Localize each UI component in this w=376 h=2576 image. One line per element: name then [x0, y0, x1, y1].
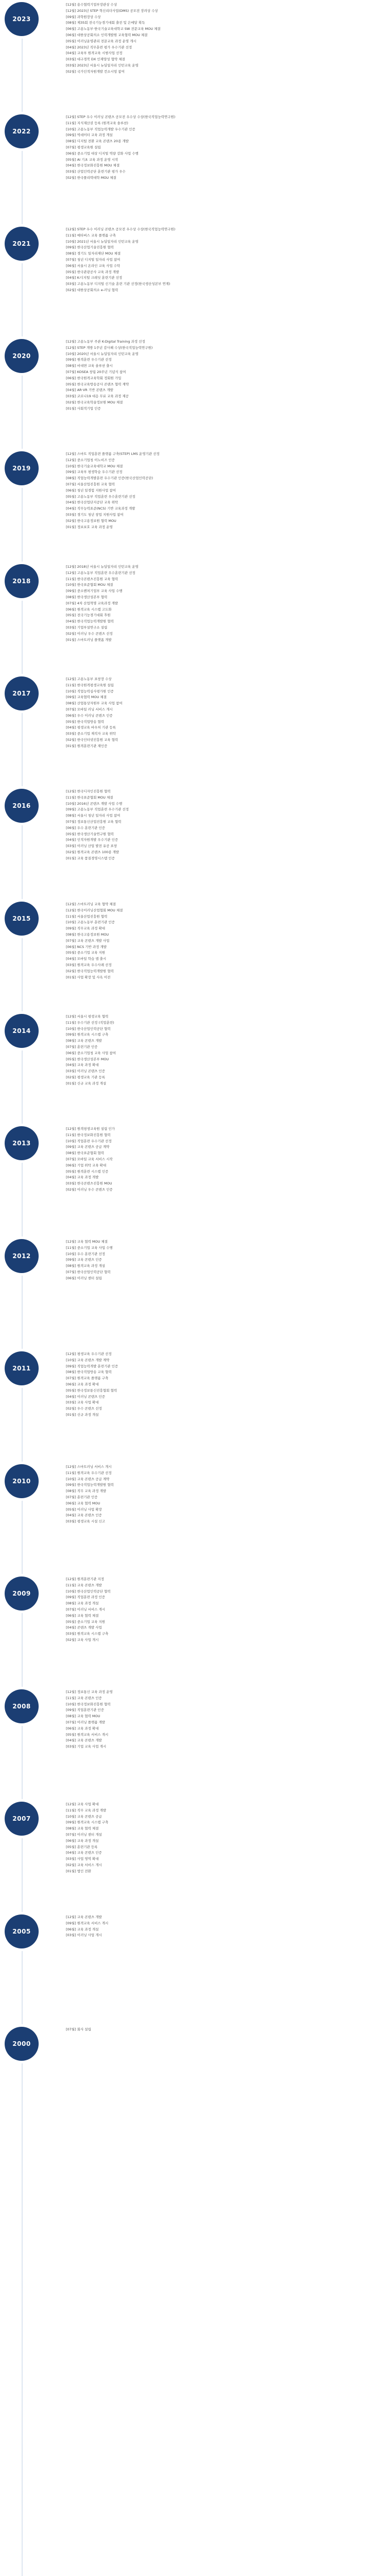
year-badge: 2023 [5, 2, 39, 36]
event-item: [06월] 대한상공회의소 인력개발원 교육협력 MOU 체결 [66, 32, 148, 37]
event-item: [01월] 교육 품질경영시스템 인증 [66, 856, 115, 860]
event-item: [10월] 교육 콘텐츠 개발 계약 [66, 1358, 110, 1362]
event-item: [06월] 한국원격교육학회 정회원 가입 [66, 376, 122, 380]
year-badge: 2005 [5, 1914, 39, 1948]
event-item: [11월] 교육 콘텐츠 인증 [66, 1696, 102, 1700]
event-item: [04월] AR·VR 기반 콘텐츠 개발 [66, 388, 113, 393]
event-item: [03월] 산업인력공단 훈련기관 평가 우수 [66, 170, 126, 174]
event-item: [05월] 한국생산성본부 MOU [66, 1057, 109, 1061]
event-item: [03월] 이러닝 산업 발전 유공 표창 [66, 844, 117, 849]
event-item: [12월] STEP 우수 이러닝 콘텐츠 공모전 우수상 수상(한국직업능력연구원) [66, 227, 176, 231]
event-item: [01월] 원격훈련기관 재인증 [66, 743, 108, 748]
event-item: [09월] 교육협력 MOU 체결 [66, 695, 107, 700]
event-item: [01월] 사업 확장 및 사옥 이전 [66, 975, 111, 979]
event-item: [10월] 우수 훈련기관 선정 [66, 1251, 106, 1256]
year-event-list [66, 2027, 358, 2033]
event-item: [05월] AI 기초 교육 과정 운영 시작 [66, 157, 118, 162]
event-item: [09월] 직무교육 과정 확대 [66, 926, 106, 931]
event-item: [06월] 원격교육 시스템 고도화 [66, 607, 112, 612]
year-badge: 2015 [5, 902, 39, 936]
event-item: [07월] 교육 콘텐츠 개발 사업 [66, 938, 110, 943]
event-item: [08월] 비대면 교육 솔루션 출시 [66, 364, 113, 368]
event-item: [07월] 서울산업진흥원 교육 협력 [66, 482, 115, 486]
event-item: [07월] 4차 산업혁명 교육과정 개발 [66, 601, 118, 605]
event-item: [02월] 이러닝 우수 콘텐츠 인증 [66, 1187, 113, 1192]
year-badge: 2000 [5, 2027, 39, 2061]
event-item: [09월] 원격교육 시스템 구축 [66, 1032, 109, 1037]
event-item: [05월] 한국교육방송공사 콘텐츠 협력 계약 [66, 382, 129, 386]
year-badge: 2010 [5, 1464, 39, 1498]
event-item: [06월] 중소기업청 교육 사업 참여 [66, 1050, 116, 1055]
event-item: [06월] 중소기업 대상 디지털 역량 강화 사업 수행 [66, 151, 139, 156]
event-item: [03월] 중소기업 재직자 교육 위탁 [66, 732, 116, 736]
event-item: [04월] 교육 과정 확대 [66, 1063, 99, 1067]
event-item: [06월] 서울시 온라인 교육 사업 수탁 [66, 263, 121, 268]
event-item: [12월] 한국이러닝산업협회 MOU 체결 [66, 908, 123, 912]
event-item: [10월] 한국기술교육대학교 MOU 체결 [66, 464, 123, 468]
event-item: [11월] 지식재산권 등록 (원격교육 솔루션) [66, 121, 128, 125]
year-badge: 2007 [5, 1802, 39, 1836]
event-item: [11월] 서울산업진흥원 협력 [66, 914, 108, 919]
year-badge: 2012 [5, 1239, 39, 1273]
event-item: [03월] 교육 사업 확대 [66, 1400, 99, 1405]
event-item: [07월] 훈련기관 인증 [66, 1044, 98, 1049]
year-badge: 2011 [5, 1351, 39, 1385]
year-event-list [66, 114, 358, 181]
event-item: [06월] 교육 과정 확대 [66, 1726, 99, 1731]
event-item: [08월] 한국고용정보원 MOU [66, 932, 109, 937]
event-item: [07월] 이러닝 플랫폼 개발 [66, 1720, 106, 1724]
event-item: [08월] 경기도 일자리재단 MOU 체결 [66, 251, 121, 256]
event-item: [04월] 한국정보화진흥원 MOU 체결 [66, 163, 120, 168]
event-item: [11월] 한국표준협회 MOU 체결 [66, 795, 113, 800]
event-item: [02월] 한국교육학술정보원 MOU 체결 [66, 400, 123, 404]
year-event-list [66, 227, 358, 294]
event-item: [03월] 대구경북 DX 인재양성 협약 체결 [66, 57, 125, 62]
event-item: [06월] 교육 과정 확대 [66, 1382, 99, 1386]
event-item: [09월] 고용노동부 직업훈련 우수기관 선정 [66, 807, 129, 812]
event-item: [05월] 이러닝 사업 확장 [66, 1507, 102, 1512]
event-item: [11월] 한국정보화진흥원 협력 [66, 1132, 111, 1137]
event-item: [02월] 우수 콘텐츠 선정 [66, 1406, 102, 1411]
event-item: [04월] 한국직업능력개발원 협력 [66, 619, 114, 624]
event-item: [07월] 모바일 러닝 서비스 개시 [66, 707, 113, 711]
event-item: [03월] 기업 교육 사업 개시 [66, 1744, 107, 1749]
event-item: [06월] 교육 과정 개설 [66, 1838, 99, 1843]
event-item: [02월] 이러닝 우수 콘텐츠 선정 [66, 631, 113, 636]
event-item: [12월] 중소기업청 이노비즈 인증 [66, 457, 115, 462]
year-badge: 2018 [5, 564, 39, 598]
event-item: [08월] 한국표준협회 협력 [66, 1151, 104, 1156]
event-item: [12월] 원격평생교육원 설립 인가 [66, 1127, 115, 1131]
event-item: [11월] 한국원격평생교육원 설립 [66, 683, 114, 687]
event-item: [12월] 교육 협력 MOU 체결 [66, 1240, 108, 1244]
event-item: [06월] 교육 협력 체결 [66, 1613, 99, 1618]
event-item: [04월] 교육 콘텐츠 인증 [66, 1851, 102, 1855]
event-item: [06월] 이러닝 센터 설립 [66, 1276, 102, 1280]
year-badge: 2022 [5, 114, 39, 148]
event-item: [04월] 인적자원개발 우수기관 인증 [66, 838, 118, 842]
event-item: [05월] 한국관광공사 교육 과정 개발 [66, 269, 119, 274]
event-item: [08월] 한국직업방송 교육 협력 [66, 1370, 112, 1375]
event-item: [09월] 교육 콘텐츠 공급 계약 [66, 1145, 110, 1149]
year-event-list [66, 1914, 358, 1939]
year-badge: 2020 [5, 339, 39, 373]
year-badge: 2016 [5, 789, 39, 823]
year-badge: 2014 [5, 1014, 39, 1048]
event-item: [05월] 원격훈련 시스템 인증 [66, 1169, 109, 1174]
event-item: [08월] 교육 협력 MOU [66, 1714, 100, 1719]
event-item: [10월] 직업훈련 우수기관 선정 [66, 1139, 112, 1143]
event-item: [07월] 청년 디지털 일자리 사업 참여 [66, 257, 121, 262]
event-item: [09월] 한국직업능력개발원 협력 [66, 1483, 114, 1487]
event-item: [12월] 고용노동부 표창장 수상 [66, 677, 112, 681]
event-item: [10월] 한국정보화진흥원 협력 [66, 1702, 111, 1706]
timeline-vertical-line [22, 0, 23, 2576]
event-item: [11월] 우수기관 선정 (직업훈련) [66, 1020, 114, 1025]
event-item: [12월] 교육 콘텐츠 개발 [66, 1915, 102, 1919]
event-item: [10월] 고용노동부 훈련기관 인증 [66, 920, 115, 925]
event-item: [06월] 우수 훈련기관 인증 [66, 825, 106, 830]
event-item: [09월] 한국산업기술진흥원 협력 [66, 245, 114, 250]
event-item: [09월] 중소벤처기업부 교육 사업 수행 [66, 589, 123, 594]
event-item: [07월] 모바일 교육 서비스 시작 [66, 1157, 113, 1161]
event-item: [05월] 고용노동부 직업훈련 우수훈련기관 선정 [66, 494, 135, 499]
event-item: [02월] 대한상공회의소 e-러닝 협력 [66, 287, 118, 292]
event-item: [02월] 한국인터넷진흥원 교육 협력 [66, 737, 118, 742]
event-item: [04월] 평생교육 바우처 기관 등록 [66, 725, 116, 730]
event-item: [08월] 교육 협력 체결 [66, 1826, 99, 1831]
event-item: [11월] 원격교육 우수기관 선정 [66, 1470, 112, 1475]
event-item: [09월] 원격교육 서비스 개시 [66, 1921, 109, 1925]
event-item: [12월] 고용노동부 주관 K-Digital Training 과정 선정 [66, 340, 145, 344]
year-event-list [66, 1577, 358, 1643]
event-item: [05월] 한국직업방송 협력 [66, 719, 104, 724]
event-item: [04월] 직무능력표준(NCS) 기반 교육과정 개발 [66, 506, 135, 511]
event-item: [10월] 교육 콘텐츠 공급 [66, 1814, 102, 1819]
event-item: [01월] 신규 과정 개설 [66, 1412, 99, 1417]
event-item: [05월] 한국정보통신진흥협회 협력 [66, 1388, 117, 1393]
event-item: [05월] 중소기업 교육 지원 [66, 1619, 106, 1624]
event-item: [03월] 이러닝 콘텐츠 인증 [66, 1069, 106, 1074]
event-item: [10월] 직업능력심사평가원 인증 [66, 689, 114, 693]
event-item: [11월] 메타버스 교육 플랫폼 구축 [66, 233, 116, 238]
event-item: [01월] 정보보호 교육 과정 운영 [66, 524, 113, 529]
event-item: [10월] 2016년 콘텐츠 개발 사업 수행 [66, 801, 123, 806]
year-event-list [66, 339, 358, 412]
event-item: [04월] 교육부 원격교육 시범사업 선정 [66, 51, 123, 56]
event-item: [03월] 경기도 청년 창업 지원사업 참여 [66, 512, 124, 517]
event-item: [02월] 교육 서비스 개시 [66, 1862, 102, 1867]
event-item: [04월] 모바일 학습 앱 출시 [66, 957, 107, 961]
year-event-list [66, 1126, 358, 1193]
event-item: [12월] 스마트러닝 교육 협약 체결 [66, 902, 116, 906]
event-item: [10월] 2020년 서울시 뉴딜일자리 인턴교육 운영 [66, 351, 139, 356]
event-item: [05월] 이러닝운영관리 전문교육 과정 운영 개시 [66, 39, 136, 43]
event-item: [12월] 원격훈련기관 지정 [66, 1577, 104, 1581]
event-item: [03월] 고용노동부 디지털 신기술 훈련 기관 선정(한국생산성본부 연계) [66, 282, 170, 286]
year-event-list [66, 2, 358, 75]
year-event-list [66, 1689, 358, 1750]
event-item: [12월] 평생교육 우수기관 선정 [66, 1352, 112, 1356]
event-item: [12월] 2018년 서울시 뉴딜일자리 인턴교육 운영 [66, 565, 139, 569]
year-badge: 2019 [5, 451, 39, 485]
event-item: [03월] 코로나19 대응 무료 교육 과정 제공 [66, 394, 129, 399]
event-item: [01월] 스마트러닝 플랫폼 개발 [66, 637, 112, 642]
event-item: [09월] 직업능력개발 훈련기관 인증 [66, 1364, 118, 1368]
year-badge: 2021 [5, 227, 39, 261]
year-event-list [66, 902, 358, 980]
event-item: [11월] 직무 교육 과정 개발 [66, 1808, 107, 1812]
event-item: [09월] 직업훈련 과정 인증 [66, 1595, 106, 1600]
event-item: [01월] 신규 교육 과정 개설 [66, 1081, 107, 1086]
event-item: [03월] 이러닝 사업 개시 [66, 1933, 102, 1938]
event-item: [10월] 고용노동부 직업능력개발 우수기관 인증 [66, 127, 135, 131]
event-item: [08월] 교육 콘텐츠 개발 [66, 1039, 102, 1043]
event-item: [02월] 한국폴리텍대학 MOU 체결 [66, 175, 116, 180]
event-item: [12월] 스마트 직업훈련 플랫폼 구축(STEP) LMS 운영기관 선정 [66, 452, 160, 456]
event-item: [07월] 평생교육원 설립 [66, 145, 101, 149]
year-event-list [66, 1464, 358, 1525]
year-badge: 2008 [5, 1689, 39, 1723]
event-item: [05월] 중소기업 교육 지원 [66, 951, 106, 955]
event-item: [03월] 2023년 서울시 뉴딜일자리 인턴교육 운영 [66, 63, 139, 67]
event-item: [12월] 고용노동부 직업훈련 우수훈련기관 선정 [66, 570, 135, 575]
event-item: [12월] STEP 우수 이러닝 콘텐츠 공모전 우수상 수상(한국직업능력연구원) [66, 115, 176, 119]
event-item: [04월] 교육 콘텐츠 개발 [66, 1738, 102, 1743]
year-event-list [66, 1014, 358, 1087]
year-badge: 2017 [5, 676, 39, 710]
event-item: [06월] 교육 과정 개설 [66, 1927, 99, 1931]
event-item: [12월] 교육 사업 확대 [66, 1802, 99, 1806]
event-item: [02월] 국가인적자원개발 컨소시엄 참여 [66, 69, 125, 74]
event-item: [05월] 훈련기관 등록 [66, 1844, 98, 1849]
event-item: [04월] K-디지털 크레딧 훈련기관 선정 [66, 276, 123, 280]
event-item: [10월] 한국산업인력공단 협력 [66, 1026, 111, 1031]
event-item: [03월] 원격교육 우수사례 선정 [66, 962, 112, 967]
event-item: [09월] 직업훈련기관 인증 [66, 1708, 104, 1713]
event-item: [02월] 평생교육 기관 등록 [66, 1075, 106, 1079]
event-item: [08월] 직업능력개발훈련 우수기관 인증(한국산업인력공단) [66, 476, 153, 481]
event-item: [04월] 한국산업단지공단 교육 위탁 [66, 500, 118, 505]
event-item: [03월] 평생교육 시설 신고 [66, 1519, 106, 1524]
event-item: [06월] 기업 위탁 교육 확대 [66, 1163, 107, 1167]
event-item: [06월] 고용노동부·한국기술교육대학교 SW 전문교육 MOU 체결 [66, 27, 161, 31]
event-item: [08월] 서울시 청년 일자리 사업 참여 [66, 814, 121, 818]
event-item: [12월] 정보통신 교육 과정 운영 [66, 1690, 113, 1694]
event-item: [01월] 법인 전환 [66, 1869, 91, 1873]
event-item: [08월] 산업통상자원부 교육 사업 참여 [66, 701, 123, 706]
event-item: [07월] 회사 설립 [66, 2027, 91, 2031]
year-event-list [66, 676, 358, 750]
event-item: [03월] 원격교육 시스템 구축 [66, 1632, 109, 1636]
event-item: [03월] 기업부설연구소 설립 [66, 625, 108, 630]
event-item: [12월] 한국디자인진흥원 협력 [66, 789, 111, 793]
year-badge: 2013 [5, 1126, 39, 1160]
event-item: [08월] 디지털 전환 교육 콘텐츠 20종 개발 [66, 139, 129, 144]
event-item: [09월] 빅데이터 교육 과정 개설 [66, 133, 113, 138]
event-item: [02월] 원격교육 콘텐츠 100종 개발 [66, 850, 119, 854]
event-item: [07월] 이러닝 센터 개설 [66, 1832, 102, 1837]
event-item: [05월] 전국기능경기대회 후원 [66, 613, 111, 618]
event-item: [04월] 교육 콘텐츠 인증 [66, 1513, 102, 1518]
event-item: [04월] 콘텐츠 개발 사업 [66, 1625, 102, 1630]
event-item: [09월] 교육 콘텐츠 인증 [66, 1258, 102, 1262]
event-item: [07월] 이러닝 서비스 개시 [66, 1607, 106, 1612]
event-item: [07월] 원격교육 플랫폼 구축 [66, 1376, 109, 1381]
event-item: [10월] 한국산업인력공단 협력 [66, 1589, 111, 1594]
event-item: [06월] 교육 협력 MOU [66, 1501, 100, 1505]
year-event-list [66, 1239, 358, 1282]
event-item: [06월] 청년 일경험 지원사업 참여 [66, 488, 116, 493]
event-item: [08월] 직무 교육 과정 개발 [66, 1489, 107, 1494]
event-item: [11월] 중소기업 교육 사업 수행 [66, 1245, 113, 1250]
event-item: [05월] 한국생산기술연구원 협력 [66, 832, 114, 836]
event-item: [10월] 한국표준협회 MOU 체결 [66, 583, 113, 587]
event-item: [02월] 한국고용정보원 협력 MOU [66, 518, 116, 523]
event-item: [12월] 스마트러닝 서비스 개시 [66, 1465, 112, 1469]
event-item: [06월] NCS 기반 과정 개발 [66, 944, 107, 949]
year-event-list [66, 564, 358, 643]
event-item: [09월] 원격훈련 우수기관 선정 [66, 358, 112, 362]
event-item: [12월] 2023년 STEP 혁신리더사업(DMS) 공모전 장려상 수상 [66, 8, 158, 13]
event-item: [04월] 이러닝 콘텐츠 인증 [66, 1394, 106, 1399]
event-item: [02월] 교육 사업 개시 [66, 1637, 99, 1642]
event-item: [06월] 우수 이러닝 콘텐츠 인증 [66, 713, 113, 718]
event-item: [12월] STEP 개방 1주년 감사패 수상(한국직업능력연구원) [66, 345, 153, 350]
event-item: [11월] 교육 콘텐츠 개발 [66, 1583, 102, 1587]
event-item: [07월] KOSEA 창립 20주년 기념식 참여 [66, 369, 126, 374]
event-item: [10월] 교육 콘텐츠 공급 계약 [66, 1477, 110, 1481]
event-item: [08월] 한국생산성본부 협력 [66, 595, 108, 599]
event-item: [09월] 교육부 평생학습 우수기관 선정 [66, 470, 123, 474]
event-item: [09월] 원격교육 시스템 구축 [66, 1820, 109, 1825]
event-item: [11월] 한국콘텐츠진흥원 교육 협력 [66, 577, 118, 581]
year-badge: 2009 [5, 1577, 39, 1611]
event-item: [10월] 2021년 서울시 뉴딜일자리 인턴교육 운영 [66, 239, 139, 244]
year-event-list [66, 1802, 358, 1875]
event-item: [01월] 사회적기업 인증 [66, 406, 101, 411]
year-event-list [66, 1351, 358, 1418]
year-event-list [66, 789, 358, 862]
event-item: [05월] 원격교육 서비스 개시 [66, 1732, 109, 1737]
event-item: [03월] 사업 영역 확대 [66, 1857, 99, 1861]
event-item: [04월] 2023년 직무훈련 평가 우수기관 선정 [66, 45, 132, 49]
event-item: [08월] 교육 과정 개설 [66, 1601, 99, 1606]
event-item: [07월] 정보통신산업진흥원 교육 협력 [66, 819, 122, 824]
year-event-list [66, 451, 358, 530]
event-item: [04월] 교육 과정 개발 [66, 1175, 99, 1180]
event-item: [12월] 서울시 평생교육 협력 [66, 1014, 109, 1019]
event-item: [07월] 훈련기관 인증 [66, 1495, 98, 1499]
event-item: [03월] 한국콘텐츠진흥원 MOU [66, 1181, 112, 1186]
event-item: [07월] 한국산업인력공단 협력 [66, 1269, 111, 1274]
event-item: [12월] 용수협력기업부장관상 수상 [66, 3, 117, 7]
event-item: [02월] 한국직업능력개발원 협력 [66, 969, 114, 973]
event-item: [09월] 과학원장상 수상 [66, 14, 101, 19]
event-item: [08월] 원격교육 과정 개설 [66, 1264, 106, 1268]
event-item: [08월] 제35회 전국기능경기대회 출전 및 은메달 획득 [66, 21, 145, 25]
